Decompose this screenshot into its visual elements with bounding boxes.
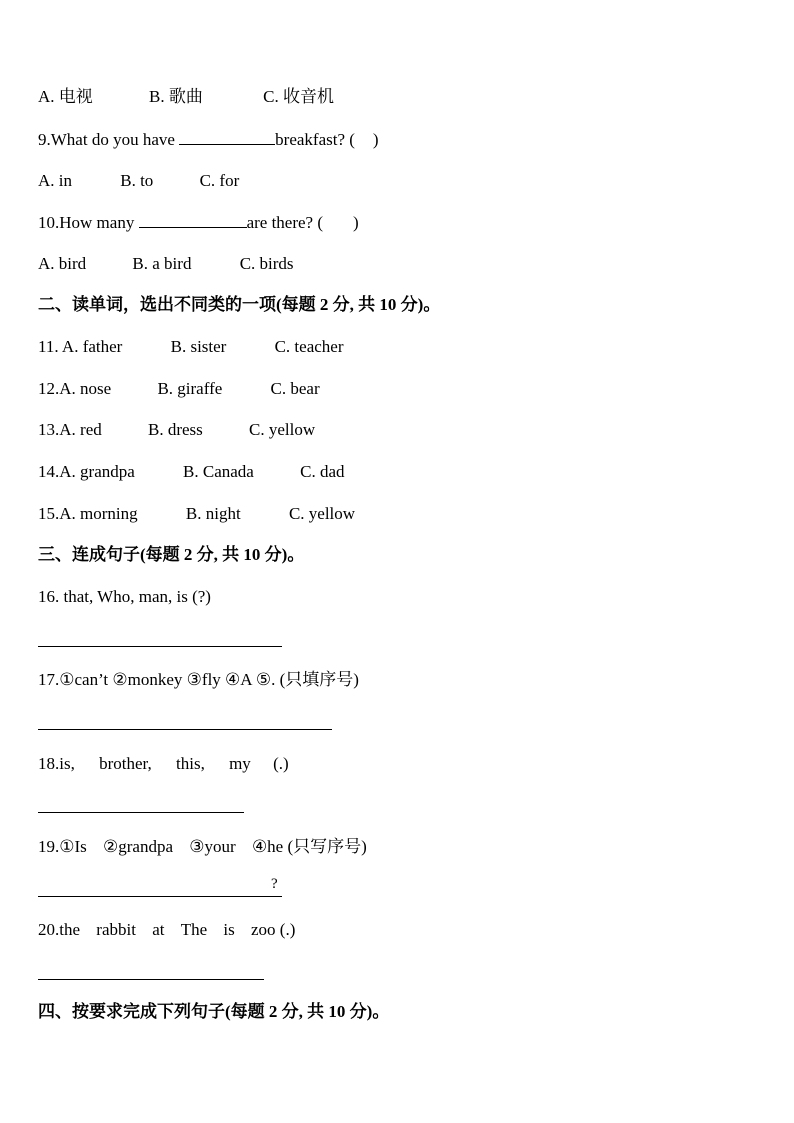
q18-word-1: 18.is,: [38, 754, 75, 773]
q14-option-c: C. dad: [300, 462, 345, 481]
q9-options: [38, 170, 239, 192]
q12-option-b: B. giraffe: [157, 379, 223, 398]
section-3-heading: 三、连成句子(每题 2 分, 共 10 分)。: [38, 545, 305, 564]
q19-answer-line: [38, 896, 282, 897]
q10-option-c: C. birds: [239, 254, 294, 273]
q19-word-2: ②grandpa: [103, 837, 174, 856]
q10-text-pre: 10.How many: [38, 213, 135, 232]
q15-option-a: 15.A. morning: [38, 504, 138, 523]
q20-word-2: rabbit: [96, 920, 136, 939]
q12-option-a: 12.A. nose: [38, 379, 112, 398]
q10-paren-close: ): [353, 213, 359, 232]
q9-question: [38, 128, 379, 151]
q18-word-4: my: [229, 754, 251, 773]
q16: 16. that, Who, man, is (?): [38, 587, 211, 606]
q11-option-b: B. sister: [170, 337, 227, 356]
q9-paren-close: ): [372, 130, 379, 149]
q18-word-2: brother,: [99, 754, 152, 773]
q10-option-a: A. bird: [38, 254, 87, 273]
q11-option-a: 11. A. father: [38, 337, 123, 356]
q13: [38, 419, 315, 441]
section-2-heading: 二、读单词，选出不同类的一项(每题 2 分, 共 10 分)。: [38, 295, 441, 314]
q20-answer-line: [38, 979, 264, 980]
q10-options: [38, 253, 294, 275]
q20-word-3: at: [152, 920, 165, 939]
q15: [38, 503, 355, 525]
q13-option-c: C. yellow: [249, 420, 316, 439]
q17-answer-line: [38, 729, 332, 730]
q20-word-4: The: [180, 920, 208, 939]
q19: [38, 836, 367, 858]
q10-question: [38, 211, 359, 234]
q8-option-b: B. 歌曲: [149, 87, 203, 106]
q15-option-c: C. yellow: [288, 504, 356, 523]
q8-options: [38, 86, 334, 108]
q20-word-5: is: [223, 920, 235, 939]
q9-option-a: A. in: [38, 171, 72, 190]
q13-option-b: B. dress: [147, 420, 203, 439]
q19-question-mark: ?: [271, 876, 278, 892]
q17: 17.①can’t ②monkey ③fly ④A ⑤. (只填序号): [38, 670, 359, 689]
q9-blank: [179, 128, 275, 145]
q9-text-post: breakfast? (: [275, 130, 355, 149]
q9-text-pre: 9.What do you have: [38, 130, 175, 149]
q8-option-c: C. 收音机: [263, 87, 334, 106]
q18: [38, 753, 289, 775]
q14-option-b: B. Canada: [183, 462, 254, 481]
q18-word-3: this,: [176, 754, 205, 773]
q20-word-6: zoo (.): [251, 920, 296, 939]
q11-option-c: C. teacher: [274, 337, 344, 356]
q20-word-1: 20.the: [38, 920, 81, 939]
q19-word-4: ④he (只写序号): [251, 837, 367, 856]
q12-option-c: C. bear: [270, 379, 320, 398]
q14: [38, 461, 345, 483]
q18-punct: (.): [273, 754, 289, 773]
q15-option-b: B. night: [185, 504, 241, 523]
q10-option-b: B. a bird: [132, 254, 192, 273]
q16-answer-line: [38, 646, 282, 647]
q9-option-c: C. for: [199, 171, 240, 190]
q11: [38, 336, 344, 358]
q10-blank: [139, 211, 247, 228]
q13-option-a: 13.A. red: [38, 420, 102, 439]
q10-text-post: are there? (: [246, 213, 324, 232]
q9-option-b: B. to: [120, 171, 154, 190]
q20: [38, 919, 295, 941]
q12: [38, 378, 320, 400]
section-4-heading: 四、按要求完成下列句子(每题 2 分, 共 10 分)。: [38, 1002, 390, 1021]
q18-answer-line: [38, 812, 244, 813]
q19-word-3: ③your: [189, 837, 236, 856]
q14-option-a: 14.A. grandpa: [38, 462, 135, 481]
q8-option-a: A. 电视: [38, 87, 93, 106]
q19-word-1: 19.①Is: [38, 837, 87, 856]
